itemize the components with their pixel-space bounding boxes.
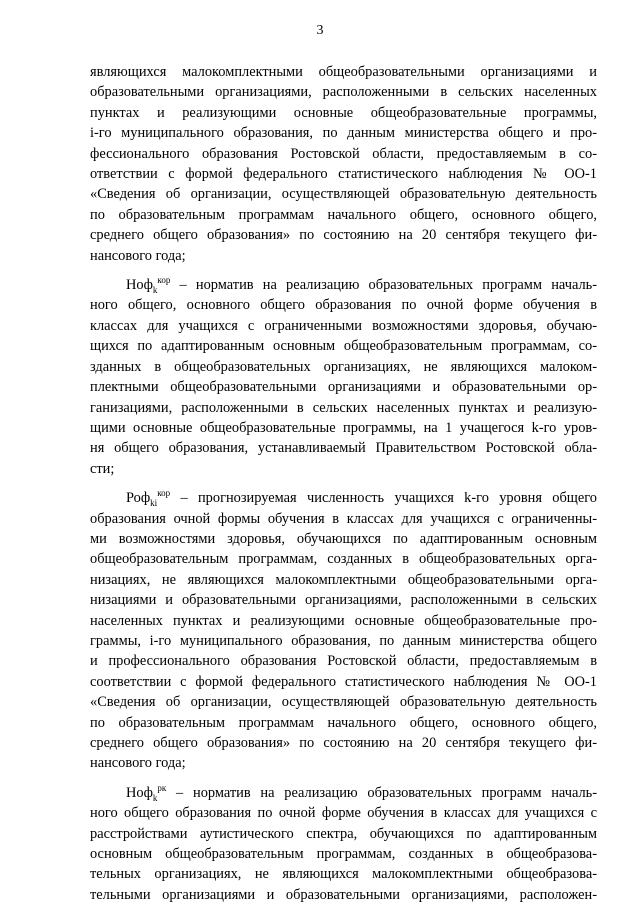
text-line: являющихся малокомплектными общеобразовательными организациями и <box>90 64 597 80</box>
page-number: 3 <box>316 23 324 38</box>
text-line: среднего общего образования» по состоянию на 20 сентября текущего фи- <box>90 227 597 244</box>
text-line <box>90 783 597 803</box>
text-line: расстройствами аутистического спектра, обучающихся по адаптированным <box>90 825 597 842</box>
text-line: щими основные общеобразовательные программы, на 1 учащегося k-го уров- <box>90 419 597 436</box>
text-line: и профессионального образования Ростовской области, предоставляемым в <box>90 653 597 670</box>
text-line: тельных организациях, не являющихся малокомплектными общеобразова- <box>90 866 597 883</box>
term-base: Роф <box>126 490 151 507</box>
text-line: плектными общеобразовательными организациями и образовательными ор- <box>90 379 597 396</box>
paragraph-continuation <box>90 62 597 266</box>
text-line: классах для учащихся с ограниченными возможностями здоровья, обучаю- <box>90 317 597 334</box>
term-subscript: ki <box>150 498 158 508</box>
text-line: зданных в общеобразовательных организациях, не являющихся малоком- <box>90 358 597 375</box>
text-line: нансового года; <box>90 247 186 264</box>
text-line: соответствии с формой федерального статистического наблюдения № ОО-1 <box>90 673 597 690</box>
term-definition-start: – норматив на реализацию образовательных программ началь- <box>166 784 597 801</box>
variable-term <box>126 277 170 293</box>
text-line: ного общего образования по очной форме обучения в классах для учащихся с <box>90 805 597 822</box>
paragraph-rof-kor <box>90 488 597 774</box>
term-superscript: кор <box>157 488 171 499</box>
term-superscript: рк <box>157 783 167 794</box>
text-line: по образовательным программам начального общего, основного общего, <box>90 206 597 223</box>
term-superscript: кор <box>157 275 171 286</box>
text-line: i-го муниципального образования, по данным министерства общего и про- <box>90 125 597 142</box>
text-line: низациями и образовательными организациями, расположенными в сельских <box>90 592 597 609</box>
text-line: общеобразовательным программам, созданных в общеобразовательных орга- <box>90 551 597 568</box>
term-subscript: k <box>152 284 158 295</box>
document-body <box>90 62 597 905</box>
text-line: тельными организациями и образовательными организациями, расположен- <box>90 886 597 903</box>
term-base: Ноф <box>126 784 153 801</box>
text-line: ми возможностями здоровья, обучающихся по адаптированным основным <box>90 530 597 547</box>
variable-term <box>126 785 166 801</box>
text-line: «Сведения об организации, осуществляющей образовательную деятельность <box>90 186 597 203</box>
text-line: пунктах и реализующими основные общеобразовательные программы, <box>90 104 597 121</box>
term-definition-start: – прогнозируемая численность учащихся k-го уровня общего <box>170 490 597 507</box>
paragraph-nof-kor <box>90 275 597 479</box>
text-line: «Сведения об организации, осуществляющей образовательную деятельность <box>90 694 597 711</box>
text-line: граммы, i-го муниципального образования, по данным министерства общего <box>90 632 597 649</box>
text-line <box>90 275 597 295</box>
text-line: ответствии с формой федерального статистического наблюдения № ОО-1 <box>90 166 597 183</box>
text-line: образования очной формы обучения в классах для учащихся с ограниченны- <box>90 510 597 527</box>
term-definition-start: – норматив на реализацию образовательных программ началь- <box>170 277 597 294</box>
text-line: населенных пунктах и реализующими основные общеобразовательные про- <box>90 612 597 629</box>
paragraph-nof-rk <box>90 783 597 905</box>
text-line: нансового года; <box>90 755 186 772</box>
term-base: Ноф <box>126 277 153 294</box>
text-line: фессионального образования Ростовской области, предоставляемым в со- <box>90 145 597 162</box>
text-line: щихся по адаптированным основным общеобразовательным программам, со- <box>90 338 597 355</box>
text-line: низациях, не являющихся малокомплектными общеобразовательными орга- <box>90 571 597 588</box>
text-line: по образовательным программам начального общего, основного общего, <box>90 714 597 731</box>
text-line: образовательными организациями, расположенными в сельских населенных <box>90 84 597 101</box>
term-subscript: k <box>152 792 158 803</box>
text-line: ганизациями, расположенными в сельских населенных пунктах и реализую- <box>90 399 597 416</box>
text-line: ного общего, основного общего образования по очной форме обучения в <box>90 297 597 314</box>
text-line <box>90 488 597 508</box>
text-line: основным общеобразовательным программам, созданных в общеобразова- <box>90 846 597 863</box>
text-line: среднего общего образования» по состоянию на 20 сентября текущего фи- <box>90 735 597 751</box>
text-line: ня общего образования, устанавливаемый Правительством Ростовской обла- <box>90 440 597 457</box>
text-line: сти; <box>90 460 115 477</box>
variable-term <box>126 490 170 506</box>
